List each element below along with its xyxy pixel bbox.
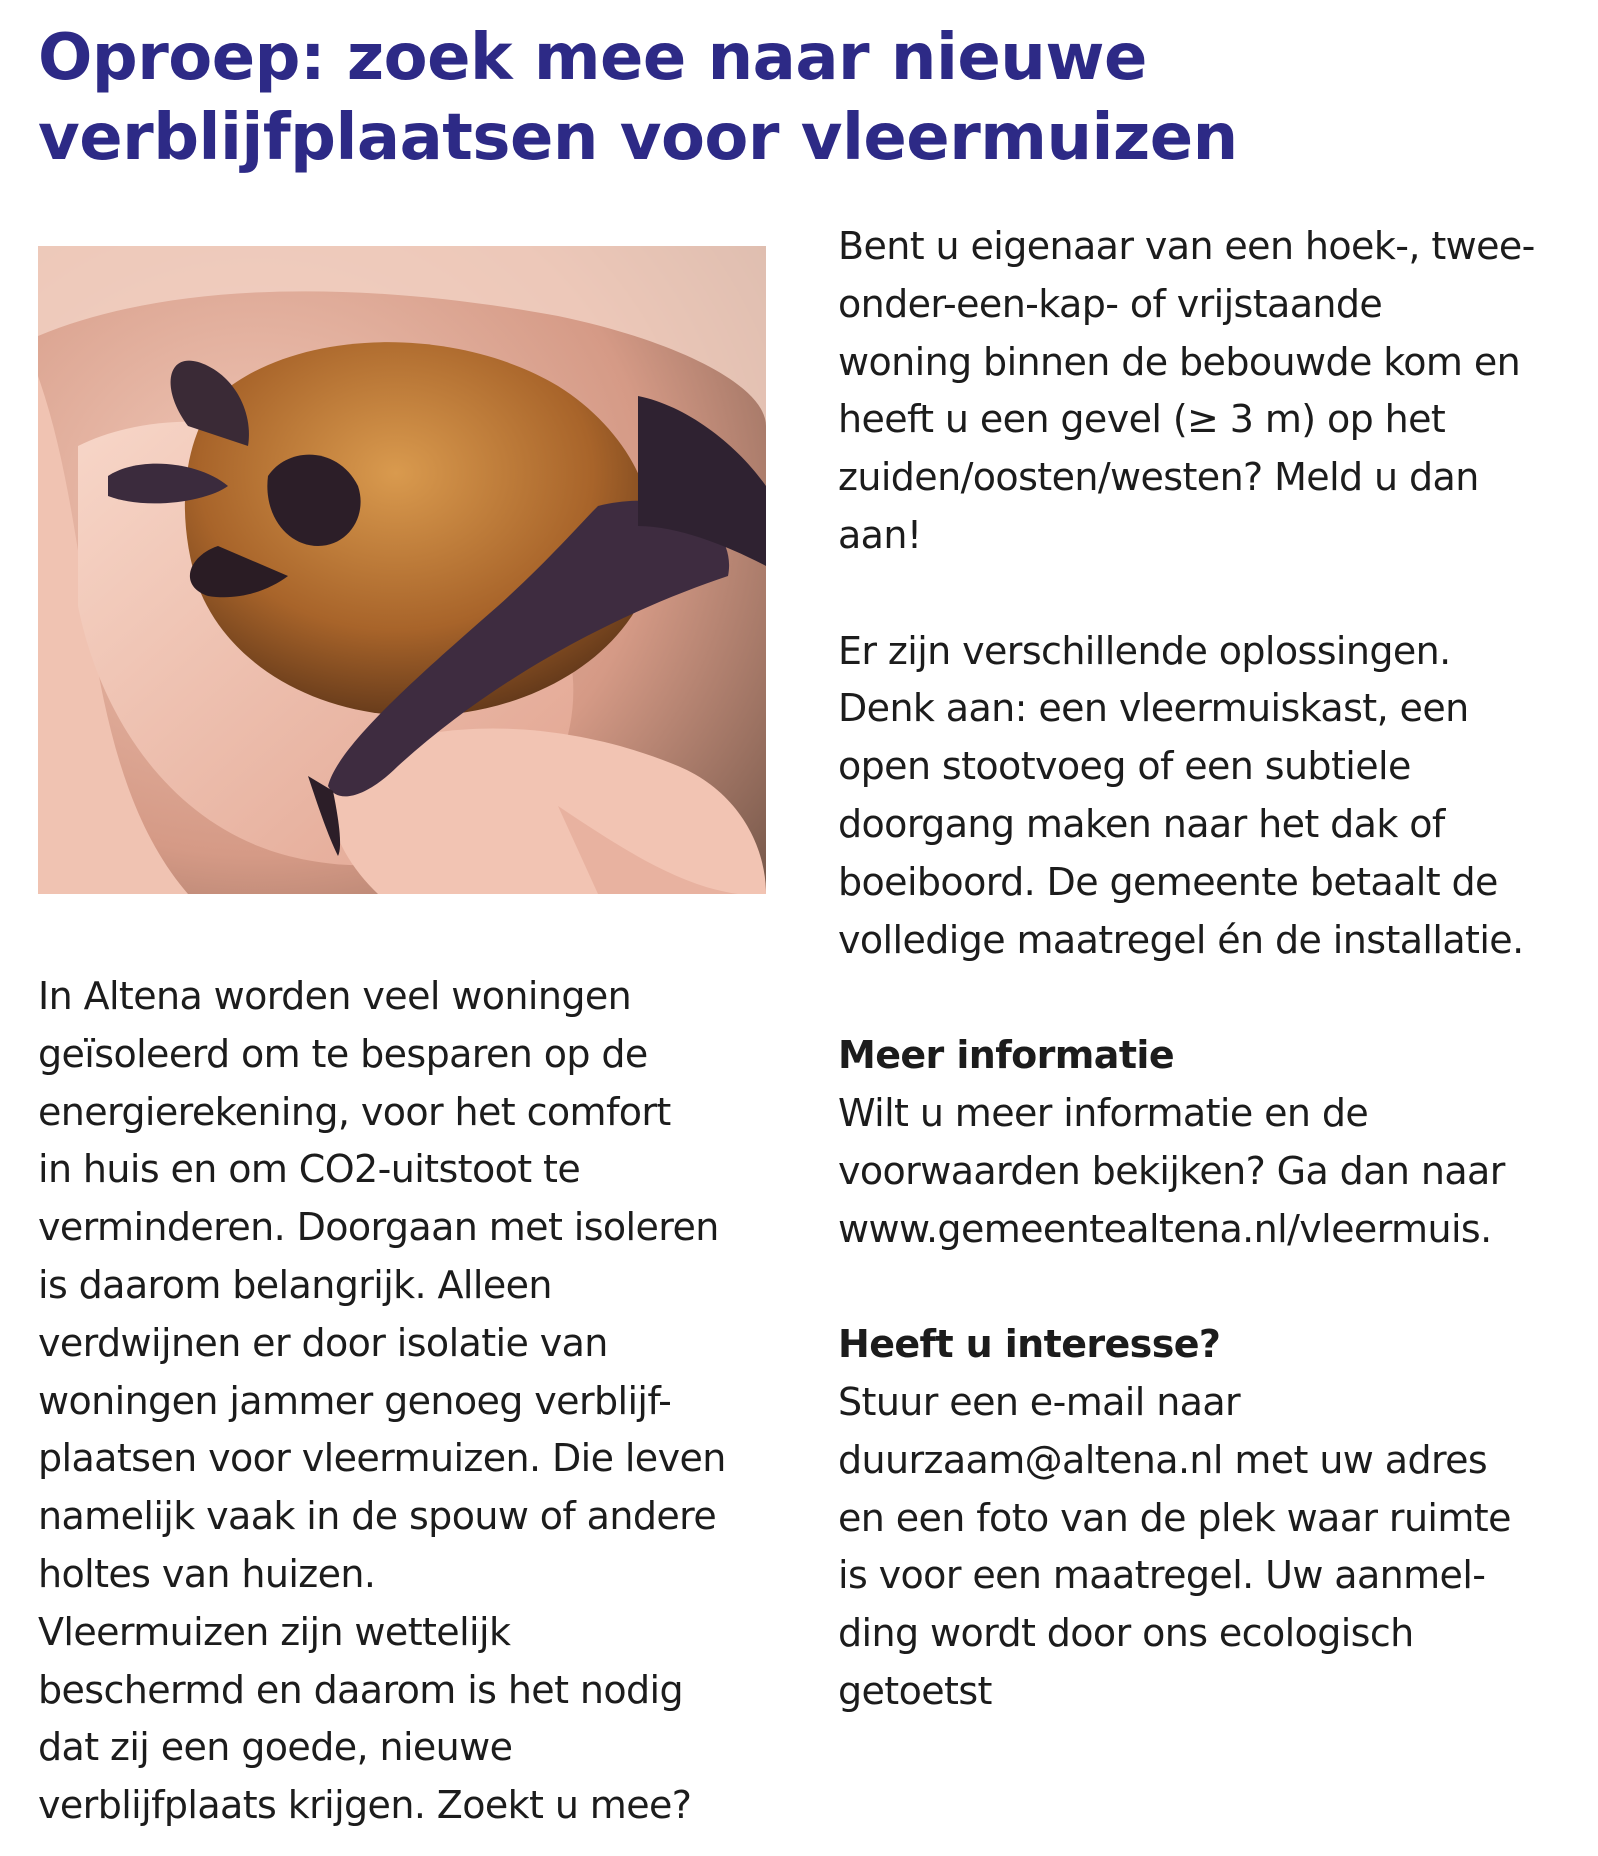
body-line: woningen jammer genoeg verblijf- [38, 1378, 672, 1423]
body-line: Er zijn verschillende oplossingen. [838, 628, 1451, 673]
paragraph-gap [838, 969, 1578, 1027]
body-line: Denk aan: een vleermuiskast, een [838, 686, 1469, 731]
right-column [838, 218, 1578, 1721]
body-line: heeft u een gevel (≥ 3 m) op het [838, 397, 1446, 442]
body-line: boeiboord. De gemeente betaalt de [838, 859, 1498, 904]
solutions-paragraph [838, 623, 1578, 970]
body-line: open stootvoeg of een subtiele [838, 744, 1411, 789]
body-line: is daarom belangrijk. Alleen [38, 1262, 552, 1307]
info-heading: Meer informatie [838, 1033, 1174, 1078]
body-line: namelijk vaak in de spouw of andere [38, 1494, 717, 1539]
bat-in-hand-icon [38, 246, 766, 894]
interest-section [838, 1316, 1578, 1721]
body-line: verminderen. Doorgaan met isoleren [38, 1205, 719, 1250]
article-title [38, 18, 1578, 178]
interest-heading: Heeft u interesse? [838, 1322, 1221, 1367]
info-section [838, 1027, 1578, 1258]
body-line: Wilt u meer informatie en de [838, 1090, 1369, 1135]
info-link: www.gemeentealtena.nl/vleermuis. [838, 1206, 1492, 1251]
bat-photo [38, 246, 766, 894]
body-line: verdwijnen er door isolatie van [38, 1320, 608, 1365]
body-line: volledige maatregel én de installatie. [838, 917, 1524, 962]
paragraph-gap [838, 565, 1578, 623]
title-line-2: verblijfplaatsen voor vleermuizen [38, 101, 1238, 175]
body-line: In Altena worden veel woningen [38, 974, 632, 1018]
body-line: woning binnen de bebouwde kom en [838, 339, 1521, 384]
paragraph-gap [838, 1258, 1578, 1316]
body-line: holtes van huizen. [38, 1551, 376, 1596]
body-line: verblijfplaats krijgen. Zoekt u mee? [38, 1783, 692, 1828]
body-line: energierekening, voor het comfort [38, 1089, 671, 1134]
body-line: onder-een-kap- of vrijstaande [838, 281, 1383, 326]
body-line: Stuur een e-mail naar [838, 1379, 1241, 1424]
intro-paragraph [838, 218, 1578, 565]
body-line: dat zij een goede, nieuwe [38, 1725, 513, 1770]
body-line: getoetst [838, 1668, 992, 1713]
body-line: in huis en om CO2-uitstoot te [38, 1147, 581, 1192]
body-line: voorwaarden bekijken? Ga dan naar [838, 1148, 1505, 1193]
email-line: duurzaam@altena.nl met uw adres [838, 1437, 1488, 1482]
body-line: Vleermuizen zijn wettelijk [38, 1609, 511, 1654]
body-line: is voor een maatregel. Uw aanmel- [838, 1553, 1486, 1598]
body-line: geïsoleerd om te besparen op de [38, 1031, 648, 1076]
body-line: plaatsen voor vleermuizen. Die leven [38, 1436, 726, 1481]
body-line: ding wordt door ons ecologisch [838, 1611, 1414, 1656]
body-line: en een foto van de plek waar ruimte [838, 1495, 1511, 1540]
body-line: zuiden/oosten/westen? Meld u dan [838, 455, 1479, 500]
body-line: beschermd en daarom is het nodig [38, 1667, 684, 1712]
body-line: Bent u eigenaar van een hoek-, twee- [838, 224, 1535, 268]
body-line: aan! [838, 512, 922, 557]
title-line-1: Oproep: zoek mee naar nieuwe [38, 21, 1147, 95]
body-line: doorgang maken naar het dak of [838, 801, 1445, 846]
left-column [38, 968, 778, 1835]
